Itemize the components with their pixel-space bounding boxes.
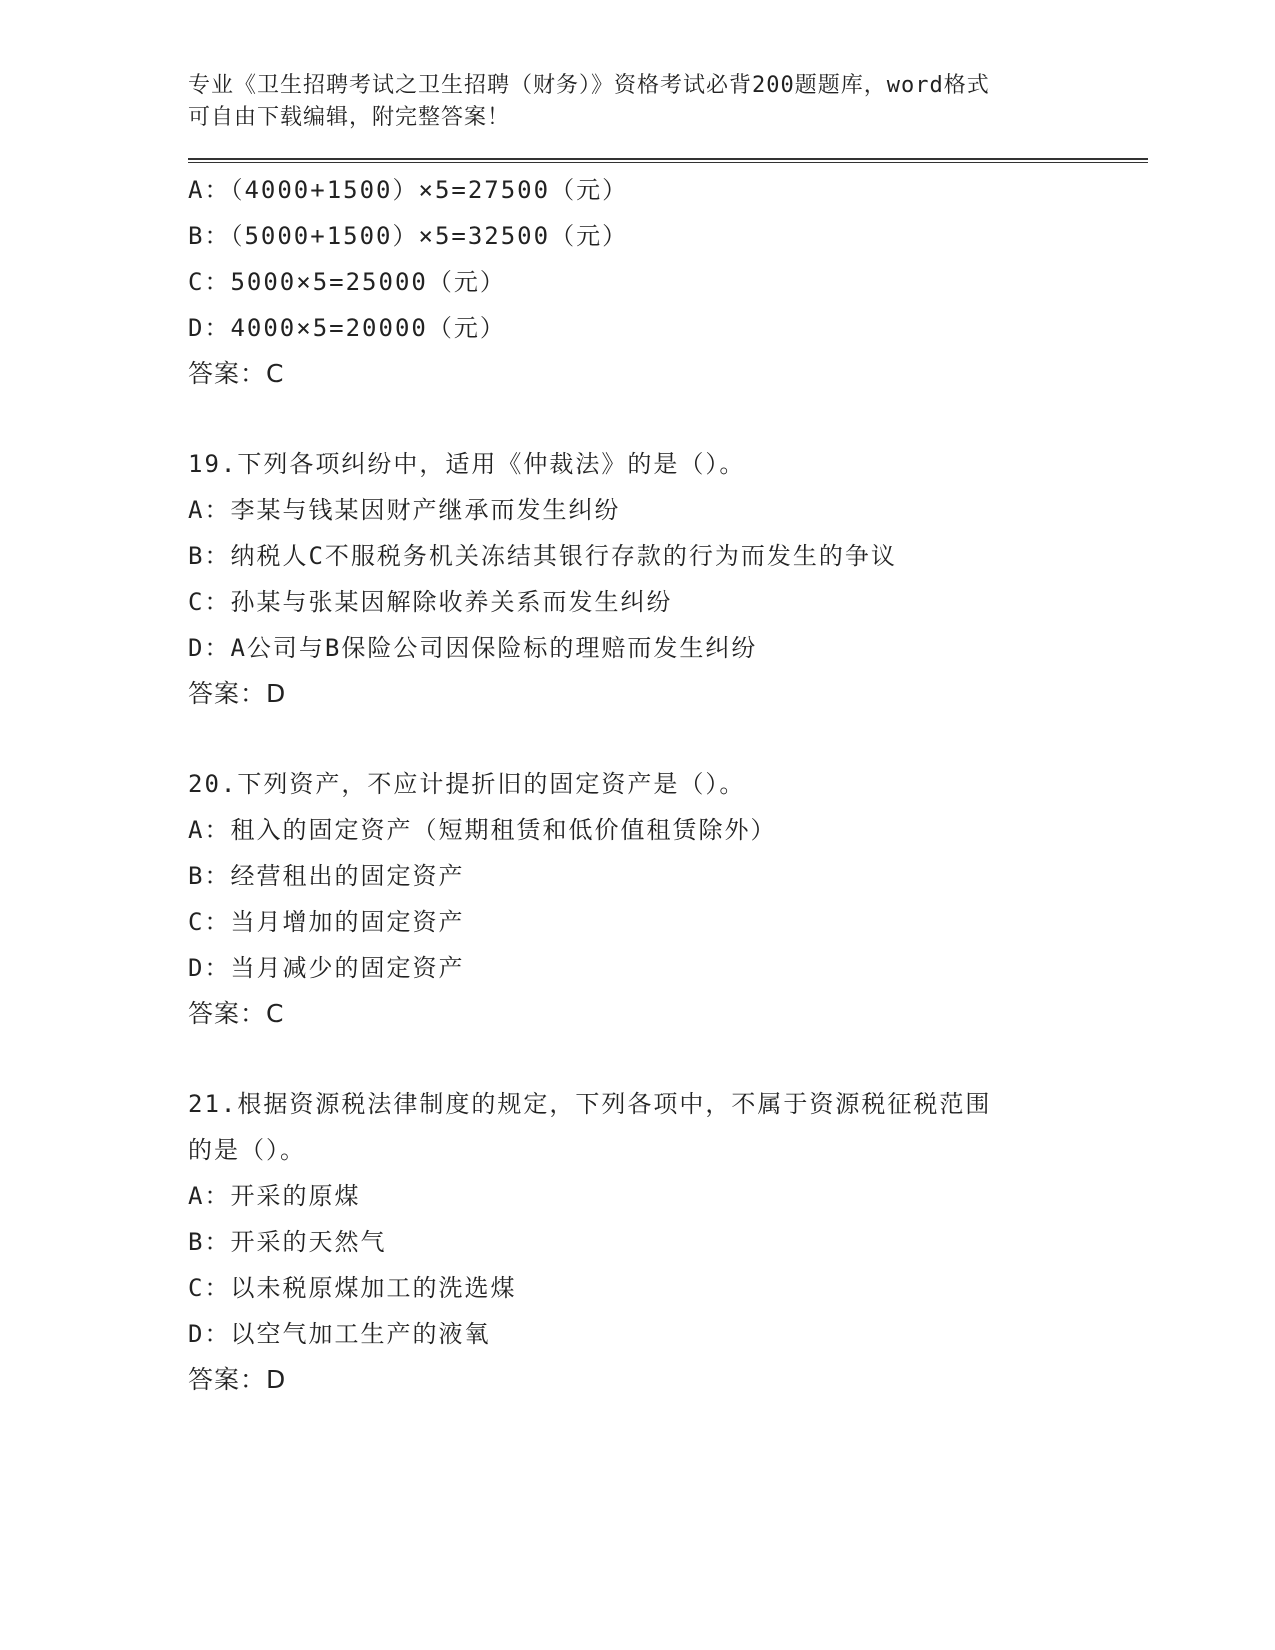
question-19 <box>188 441 1148 717</box>
option-d: D：A公司与B保险公司因保险标的理赔而发生纠纷 <box>188 634 758 662</box>
answer-line: 答案：D <box>188 1365 287 1394</box>
answer-line: 答案：D <box>188 679 287 708</box>
option-d: D：4000×5=20000（元） <box>188 314 506 342</box>
question-20 <box>188 761 1148 1037</box>
header-title-line-1: 专业《卫生招聘考试之卫生招聘（财务）》资格考试必背200题题库，word格式 <box>188 73 990 98</box>
spacer <box>188 717 1148 761</box>
document-page <box>188 70 1148 1403</box>
question-list <box>188 167 1148 1403</box>
answer-line: 答案：C <box>188 999 285 1028</box>
option-c: C：以未税原煤加工的洗选煤 <box>188 1274 517 1302</box>
answer-line: 答案：C <box>188 359 285 388</box>
option-a: A：租入的固定资产（短期租赁和低价值租赁除外） <box>188 816 777 844</box>
option-b: B：纳税人C不服税务机关冻结其银行存款的行为而发生的争议 <box>188 542 897 570</box>
spacer <box>188 1037 1148 1081</box>
question-text-line-1: 21.根据资源税法律制度的规定，下列各项中，不属于资源税征税范围 <box>188 1090 992 1118</box>
question-text-line-2: 的是（）。 <box>188 1136 306 1164</box>
option-a: A：李某与钱某因财产继承而发生纠纷 <box>188 496 621 524</box>
option-a: A：开采的原煤 <box>188 1182 361 1210</box>
header-title-line-2: 可自由下载编辑，附完整答案！ <box>188 105 511 130</box>
option-b: B：经营租出的固定资产 <box>188 862 465 890</box>
header-divider <box>188 158 1148 163</box>
option-b: B：开采的天然气 <box>188 1228 387 1256</box>
spacer <box>188 397 1148 441</box>
option-d: D：以空气加工生产的液氧 <box>188 1320 491 1348</box>
option-d: D：当月减少的固定资产 <box>188 954 465 982</box>
document-header <box>188 70 1148 134</box>
option-c: C：当月增加的固定资产 <box>188 908 465 936</box>
option-c: C：5000×5=25000（元） <box>188 268 506 296</box>
question-21 <box>188 1081 1148 1403</box>
option-a: A：（4000+1500）×5=27500（元） <box>188 176 629 204</box>
question-text: 19.下列各项纠纷中，适用《仲裁法》的是（）。 <box>188 450 746 478</box>
option-c: C：孙某与张某因解除收养关系而发生纠纷 <box>188 588 673 616</box>
option-b: B：（5000+1500）×5=32500（元） <box>188 222 629 250</box>
question-text: 20.下列资产，不应计提折旧的固定资产是（）。 <box>188 770 746 798</box>
question-18-continued <box>188 167 1148 397</box>
